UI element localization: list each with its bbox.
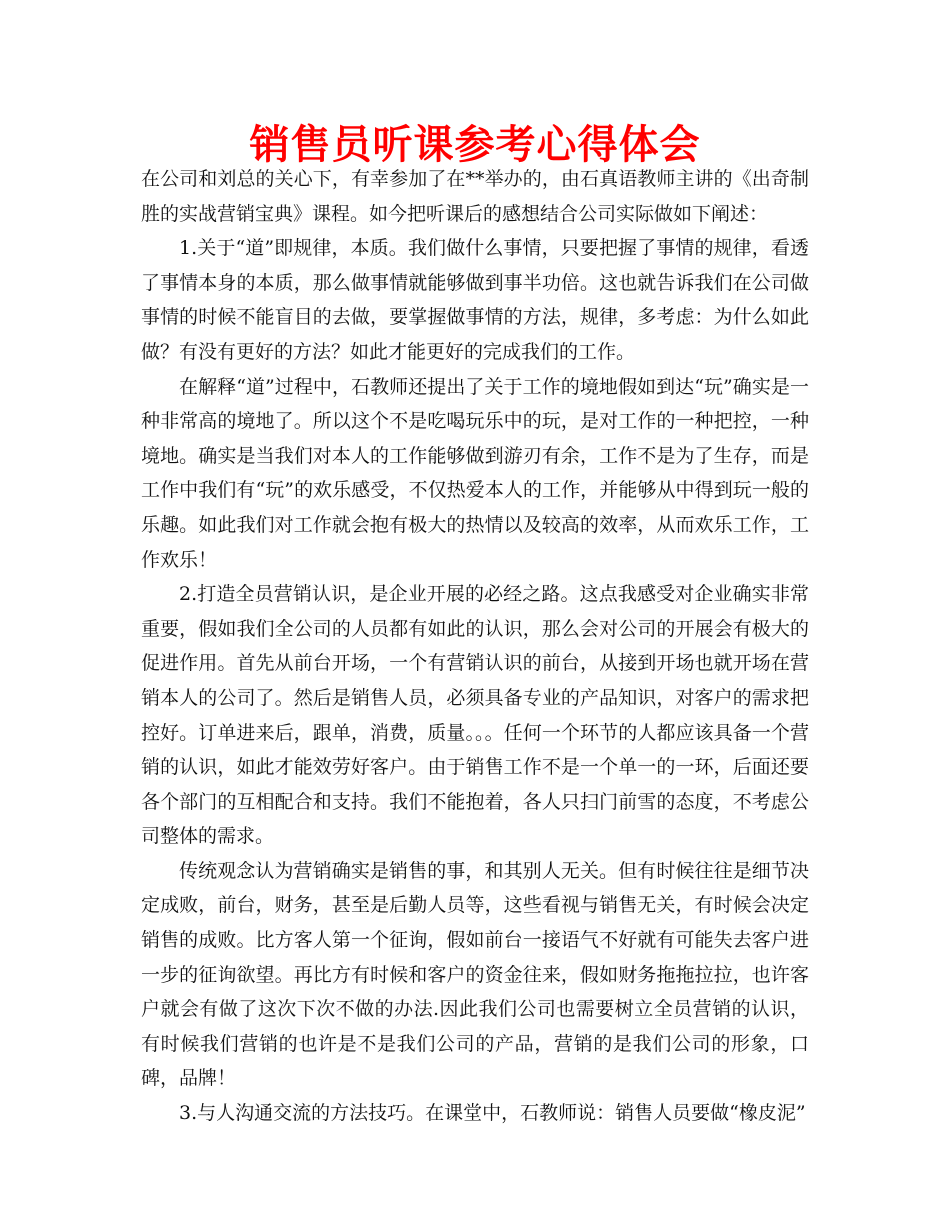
- intro-paragraph: 在公司和刘总的关心下，有幸参加了在**举办的，由石真语教师主讲的《出奇制胜的实战营销宝典》课程。如今把听课后的感想结合公司实际做如下阐述：: [141, 168, 809, 225]
- document-title: 销售员听课参考心得体会: [249, 122, 701, 168]
- paragraph-point-2: 2.打造全员营销认识，是企业开展的必经之路。这点我感受对企业确实非常重要，假如我们全公司的人员都有如此的认识，那么会对公司的开展会有极大的促进作用。首先从前台开场，一个有营销认识的前台，从接到开场也就开场在营销本人的公司了。然后是销售人员，必须具备专业的产品知识，对客户的需求把控好。订单进来后，跟单，消费，质量。。。任何一个环节的人都应该具备一个营销的认识，如此才能效劳好客户。由于销售工作不是一个单一的一环，后面还要各个部门的互相配合和支持。我们不能抱着，各人只扫门前雪的态度，不考虑公司整体的需求。: [141, 583, 809, 848]
- paragraph-traditional-view: 传统观念认为营销确实是销售的事，和其别人无关。但有时候往往是细节决定成败，前台，财务，甚至是后勤人员等，这些看视与销售无关，有时候会决定销售的成败。比方客人第一个征询，假如前台一接语气不好就有可能失去客户进一步的征询欲望。再比方有时候和客户的资金往来，假如财务拖拖拉拉，也许客户就会有做了这次下次不做的办法.因此我们公司也需要树立全员营销的认识，有时候我们营销的也许是不是我们公司的产品，营销的是我们公司的形象，口碑，品牌！: [141, 859, 809, 1090]
- paragraph-point-1: 1.关于“道”即规律，本质。我们做什么事情，只要把握了事情的规律，看透了事情本身的本质，那么做事情就能够做到事半功倍。这也就告诉我们在公司做事情的时候不能盲目的去做，要掌握做事情的方法，规律，多考虑：为什么如此做？有没有更好的方法？如此才能更好的完成我们的工作。: [141, 237, 809, 363]
- paragraph-dao-play: 在解释“道”过程中，石教师还提出了关于工作的境地假如到达“玩”确实是一种非常高的境地了。所以这个不是吃喝玩乐中的玩，是对工作的一种把控，一种境地。确实是当我们对本人的工作能够做到游刃有余，工作不是为了生存，而是工作中我们有“玩”的欢乐感受，不仅热爱本人的工作，并能够从中得到玩一般的乐趣。如此我们对工作就会抱有极大的热情以及较高的效率，从而欢乐工作，工作欢乐！: [141, 375, 809, 571]
- paragraph-point-3: 3.与人沟通交流的方法技巧。在课堂中，石教师说：销售人员要做“橡皮泥”: [179, 1102, 806, 1125]
- document-body: [141, 162, 809, 1131]
